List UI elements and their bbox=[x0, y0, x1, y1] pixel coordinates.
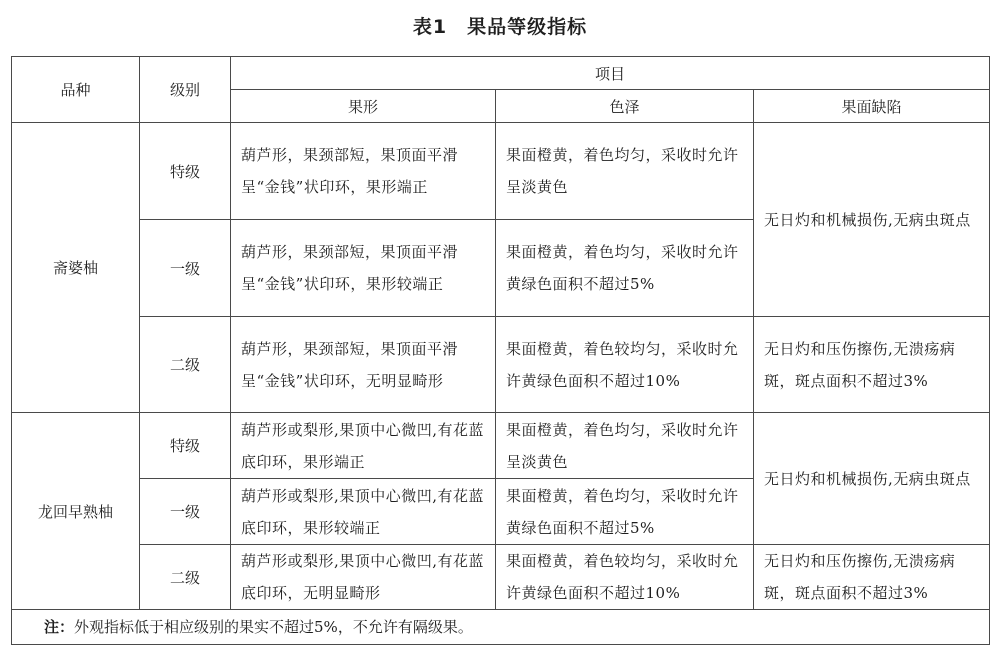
shape-cell: 葫芦形或梨形,果顶中心微凹,有花蓝底印环，果形端正 bbox=[231, 413, 496, 479]
color-cell: 果面橙黄，着色均匀，采收时允许黄绿色面积不超过5% bbox=[496, 220, 754, 317]
header-shape: 果形 bbox=[231, 90, 496, 123]
shape-cell: 葫芦形，果颈部短，果顶面平滑呈“金钱”状印环，果形端正 bbox=[231, 123, 496, 220]
color-cell: 果面橙黄，着色均匀，采收时允许黄绿色面积不超过5% bbox=[496, 479, 754, 545]
table-row bbox=[12, 413, 990, 479]
shape-cell: 葫芦形或梨形,果顶中心微凹,有花蓝底印环，果形较端正 bbox=[231, 479, 496, 545]
shape-cell: 葫芦形或梨形,果顶中心微凹,有花蓝底印环，无明显畸形 bbox=[231, 545, 496, 610]
header-variety: 品种 bbox=[12, 57, 140, 123]
color-cell: 果面橙黄，着色均匀，采收时允许呈淡黄色 bbox=[496, 123, 754, 220]
defects-cell: 无日灼和机械损伤,无病虫斑点 bbox=[754, 123, 990, 317]
color-cell: 果面橙黄，着色较均匀，采收时允许黄绿色面积不超过10% bbox=[496, 317, 754, 413]
shape-cell: 葫芦形，果颈部短，果顶面平滑呈“金钱”状印环，无明显畸形 bbox=[231, 317, 496, 413]
grade-cell: 一级 bbox=[140, 479, 231, 545]
header-defects: 果面缺陷 bbox=[754, 90, 990, 123]
grade-cell: 一级 bbox=[140, 220, 231, 317]
defects-cell: 无日灼和压伤擦伤,无溃疡病斑，斑点面积不超过3% bbox=[754, 317, 990, 413]
table-row bbox=[12, 545, 990, 610]
grade-cell: 特级 bbox=[140, 123, 231, 220]
fruit-grade-table bbox=[11, 56, 990, 645]
note-cell bbox=[12, 610, 990, 645]
grade-cell: 二级 bbox=[140, 545, 231, 610]
header-color: 色泽 bbox=[496, 90, 754, 123]
defects-cell: 无日灼和压伤擦伤,无溃疡病斑，斑点面积不超过3% bbox=[754, 545, 990, 610]
table-row bbox=[12, 123, 990, 220]
header-grade: 级别 bbox=[140, 57, 231, 123]
color-cell: 果面橙黄，着色均匀，采收时允许呈淡黄色 bbox=[496, 413, 754, 479]
shape-cell: 葫芦形，果颈部短，果顶面平滑呈“金钱”状印环，果形较端正 bbox=[231, 220, 496, 317]
defects-cell: 无日灼和机械损伤,无病虫斑点 bbox=[754, 413, 990, 545]
note-text: 外观指标低于相应级别的果实不超过5%，不允许有隔级果。 bbox=[74, 618, 473, 636]
table-row bbox=[12, 317, 990, 413]
grade-cell: 二级 bbox=[140, 317, 231, 413]
variety-name: 斋婆柚 bbox=[12, 123, 140, 413]
header-items: 项目 bbox=[231, 57, 990, 90]
note-label: 注： bbox=[44, 618, 75, 636]
grade-cell: 特级 bbox=[140, 413, 231, 479]
table-title: 表1 果品等级指标 bbox=[412, 16, 588, 38]
color-cell: 果面橙黄，着色较均匀，采收时允许黄绿色面积不超过10% bbox=[496, 545, 754, 610]
variety-name: 龙回早熟柚 bbox=[12, 413, 140, 610]
note-row bbox=[12, 610, 990, 645]
